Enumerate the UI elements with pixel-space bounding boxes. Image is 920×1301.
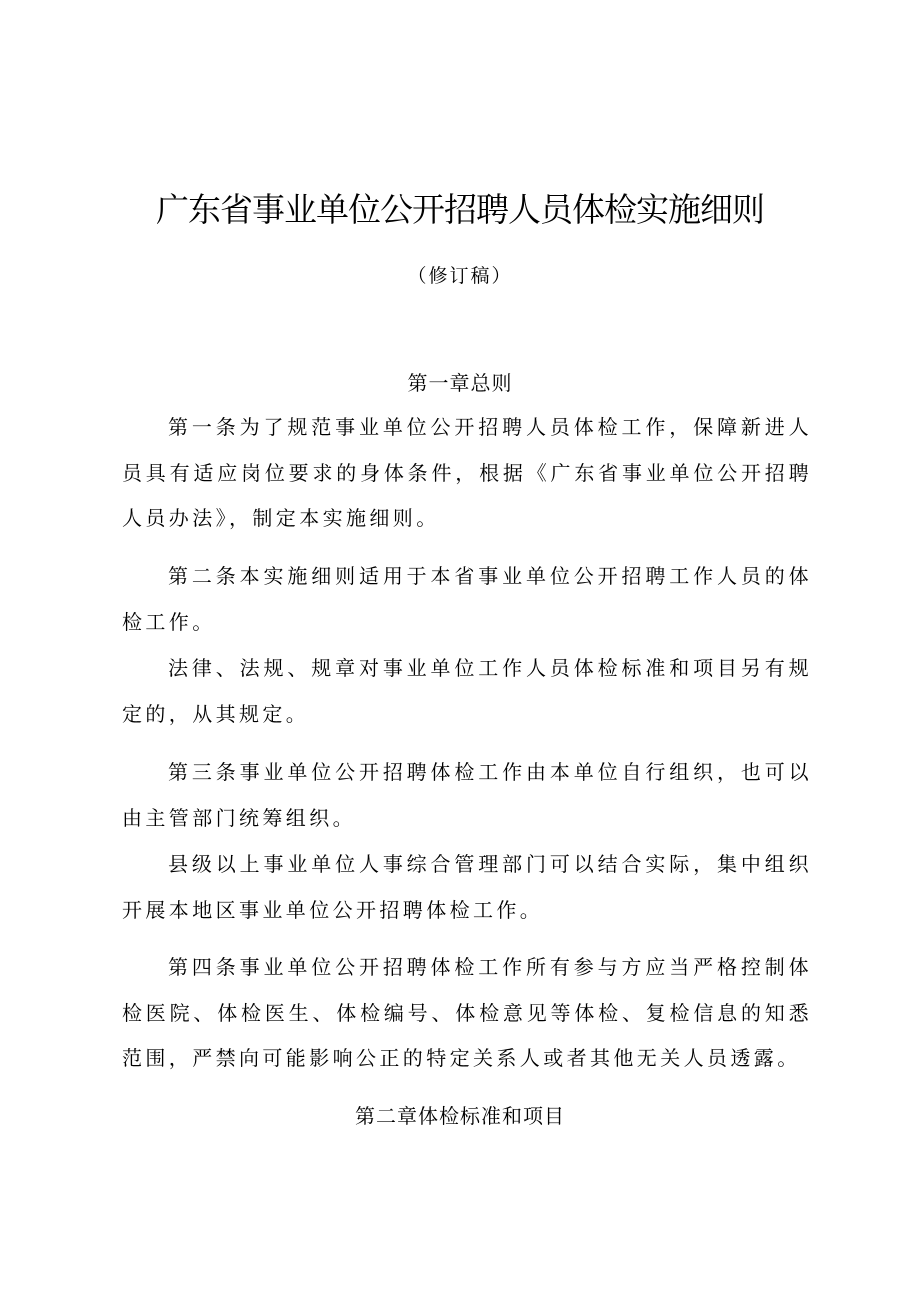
article-1-paragraph: 第一条为了规范事业单位公开招聘人员体检工作，保障新进人员具有适应岗位要求的身体条件，根据《广东省事业单位公开招聘人员办法》，制定本实施细则。 (122, 415, 812, 530)
document-subtitle: （修订稿） (407, 265, 513, 287)
article-3-paragraph-2: 县级以上事业单位人事综合管理部门可以结合实际，集中组织开展本地区事业单位公开招聘体检工作。 (122, 852, 812, 922)
article-2-paragraph: 第二条本实施细则适用于本省事业单位公开招聘工作人员的体检工作。 (122, 564, 812, 634)
article-3-paragraph: 第三条事业单位公开招聘体检工作由本单位自行组织，也可以由主管部门统筹组织。 (122, 760, 812, 830)
chapter-heading-2: 第二章体检标准和项目 (355, 1104, 565, 1128)
article-2-paragraph-2: 法律、法规、规章对事业单位工作人员体检标准和项目另有规定的，从其规定。 (122, 656, 812, 726)
chapter-heading-1: 第一章总则 (407, 371, 513, 395)
article-4-paragraph: 第四条事业单位公开招聘体检工作所有参与方应当严格控制体检医院、体检医生、体检编号、体检意见等体检、复检信息的知悉范围，严禁向可能影响公正的特定关系人或者其他无关人员透露。 (122, 955, 812, 1070)
document-title: 广东省事业单位公开招聘人员体检实施细则 (156, 190, 764, 229)
